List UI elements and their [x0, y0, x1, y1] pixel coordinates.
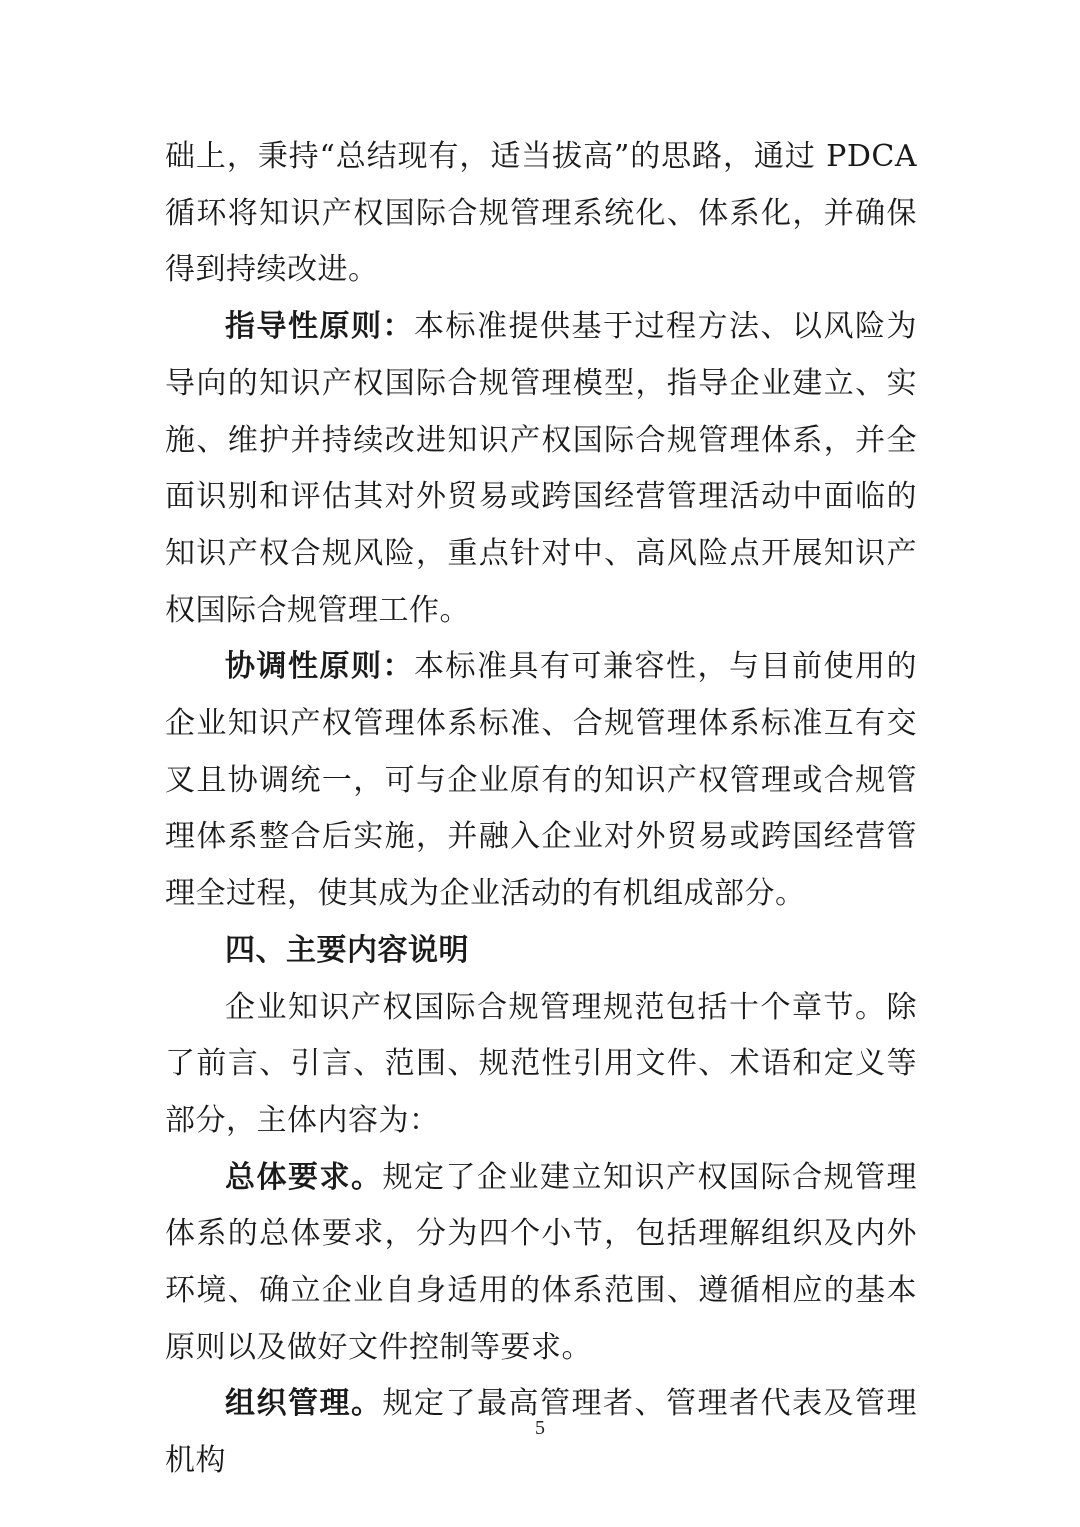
general-requirements-body: 规定了企业建立知识产权国际合规管理体系的总体要求，分为四个小节，包括理解组织及内外环境、确立企业自身适用的体系范围、遵循相应的基本原则以及做好文件控制等要求。	[165, 1159, 917, 1365]
guiding-principle-body: 本标准提供基于过程方法、以风险为导向的知识产权国际合规管理模型，指导企业建立、实施、维护并持续改进知识产权国际合规管理体系，并全面识别和评估其对外贸易或跨国经营管理活动中面临的知识产权合规风险，重点针对中、高风险点开展知识产权国际合规管理工作。	[165, 309, 917, 628]
paragraph-continuation: 础上，秉持“总结现有，适当拔高”的思路，通过 PDCA 循环将知识产权国际合规管理系统化、体系化，并确保得到持续改进。	[165, 139, 917, 288]
section-heading: 四、主要内容说明	[225, 932, 469, 968]
organization-management-body: 规定了最高管理者、管理者代表及管理机构	[165, 1386, 917, 1479]
guiding-principle-heading: 指导性原则：	[225, 309, 414, 345]
coordination-principle-heading: 协调性原则：	[225, 649, 414, 685]
coordination-principle-body: 本标准具有可兼容性，与目前使用的企业知识产权管理体系标准、合规管理体系标准互有交叉且协调统一，可与企业原有的知识产权管理或合规管理体系整合后实施，并融入企业对外贸易或跨国经营管理全过程，使其成为企业活动的有机组成部分。	[165, 649, 917, 912]
page-number: 5	[535, 1417, 545, 1439]
organization-management-heading: 组织管理。	[225, 1386, 383, 1422]
paragraph-content-intro: 企业知识产权国际合规管理规范包括十个章节。除了前言、引言、范围、规范性引用文件、术语和定义等部分，主体内容为：	[165, 989, 917, 1138]
paragraph-coordination-principle	[165, 639, 917, 923]
paragraph-guiding-principle	[165, 299, 917, 639]
paragraph-general-requirements	[165, 1150, 917, 1377]
body-text	[165, 129, 917, 1490]
general-requirements-heading: 总体要求。	[225, 1159, 383, 1195]
